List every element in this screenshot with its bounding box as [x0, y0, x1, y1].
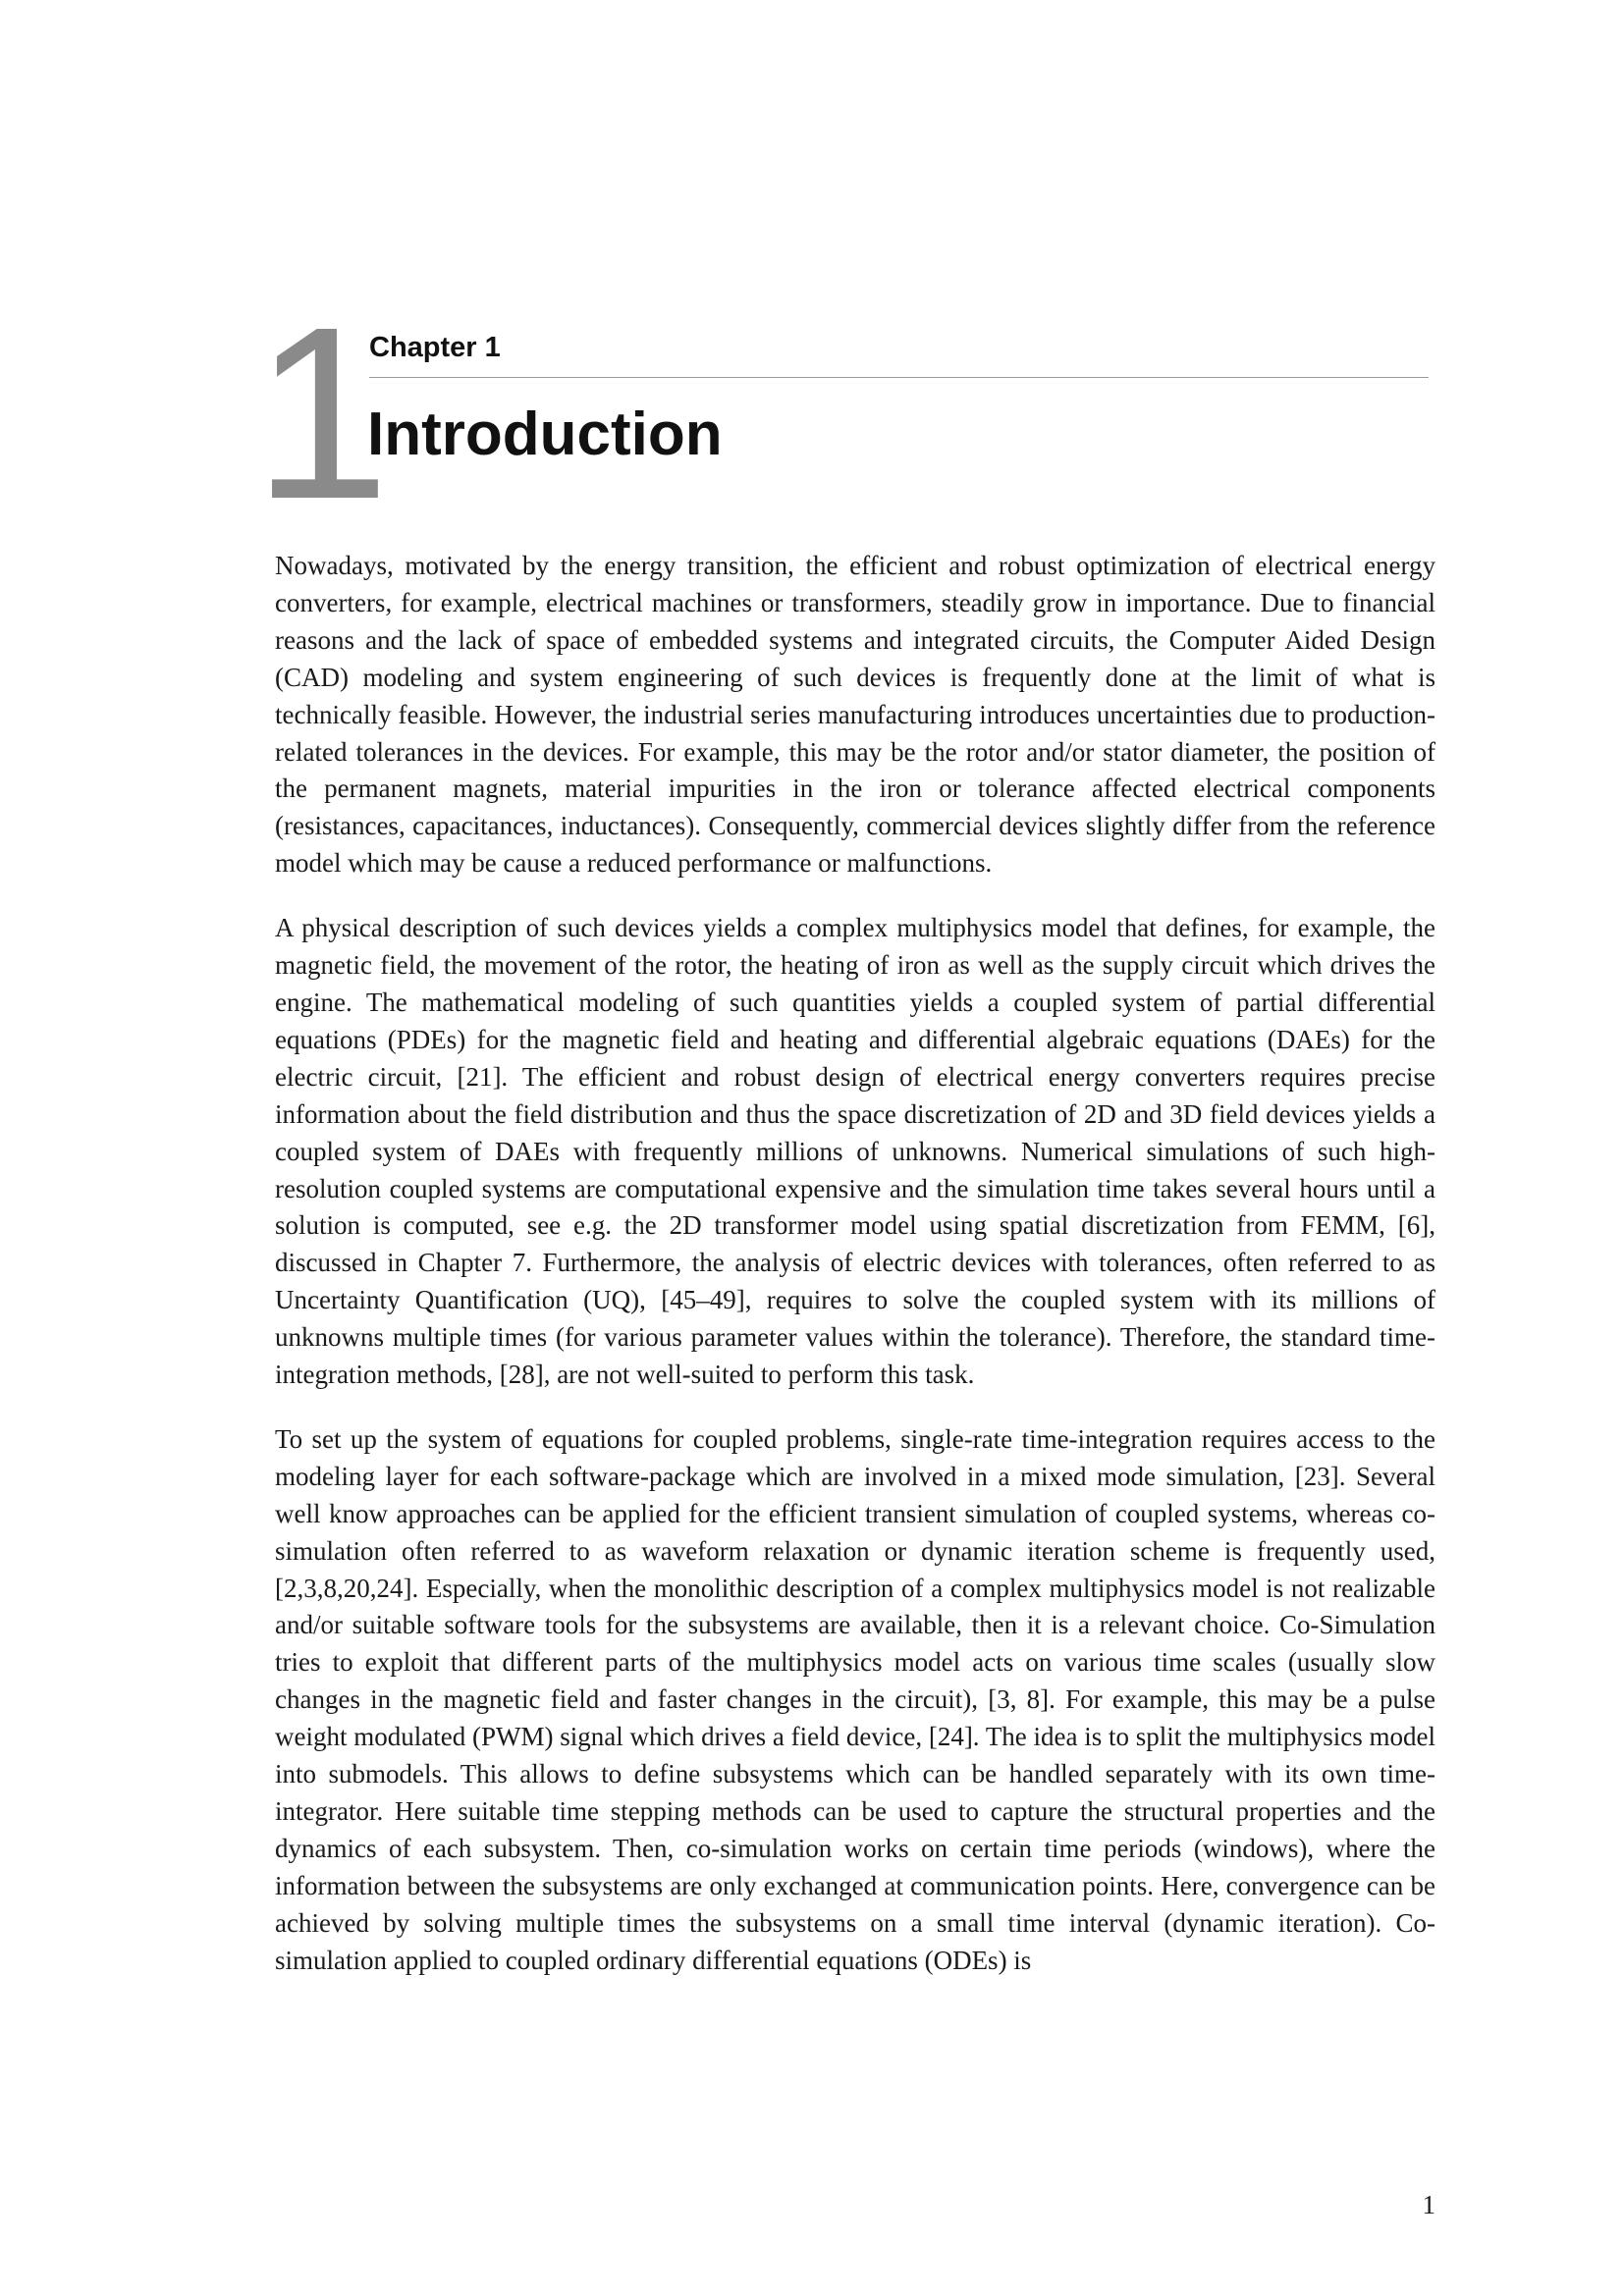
- paragraph-3: To set up the system of equations for coupled problems, single-rate time-integration requires access to the modeling layer for each software-package which are involved in a mixed mode simulation, [23]. Several well know approaches can be applied for the efficient transient simulation of coupled systems, whereas co-simulation often referred to as waveform relaxation or dynamic iteration scheme is frequently used, [2,3,8,20,24]. Especially, when the monolithic description of a complex multiphysics model is not realizable and/or suitable software tools for the subsystems are available, then it is a relevant choice. Co-Simulation tries to exploit that different parts of the multiphysics model acts on various time scales (usually slow changes in the magnetic field and faster changes in the circuit), [3, 8]. For example, this may be a pulse weight modulated (PWM) signal which drives a field device, [24]. The idea is to split the multiphysics model into submodels. This allows to define subsystems which can be handled separately with its own time-integrator. Here suitable time stepping methods can be used to capture the structural properties and the dynamics of each subsystem. Then, co-simulation works on certain time periods (windows), where the information between the subsystems are only exchanged at communication points. Here, convergence can be achieved by solving multiple times the subsystems on a small time interval (dynamic iteration). Co-simulation applied to coupled ordinary differential equations (ODEs) is: [275, 1423, 1436, 1975]
- chapter-divider: [369, 377, 1429, 378]
- paragraph-2: A physical description of such devices yields a complex multiphysics model that defines, for example, the magnetic field, the movement of the rotor, the heating of iron as well as the supply circuit which drives the engine. The mathematical modeling of such quantities yields a coupled system of partial differential equations (PDEs) for the magnetic field and heating and differential algebraic equations (DAEs) for the electric circuit, [21]. The efficient and robust design of electrical energy converters requires precise information about the field distribution and thus the space discretization of 2D and 3D field devices yields a coupled system of DAEs with frequently millions of unknowns. Numerical simulations of such high-resolution coupled systems are computational expensive and the simulation time takes several hours until a solution is computed, see e.g. the 2D transformer model using spatial discretization from FEMM, [6], discussed in Chapter 7. Furthermore, the analysis of electric devices with tolerances, often referred to as Uncertainty Quantification (UQ), [45–49], requires to solve the coupled system with its millions of unknowns multiple times (for various parameter values within the tolerance). Therefore, the standard time-integration methods, [28], are not well-suited to perform this task.: [275, 913, 1435, 1390]
- body-text: [275, 548, 1435, 2007]
- paragraph-1: Nowadays, motivated by the energy transition, the efficient and robust optimization of electrical energy converters, for example, electrical machines or transformers, steadily grow in importance. Due to financial reasons and the lack of space of embedded systems and integrated circuits, the Computer Aided Design (CAD) modeling and system engineering of such devices is frequently done at the limit of what is technically feasible. However, the industrial series manufacturing introduces uncertainties due to production-related tolerances in the devices. For example, this may be the rotor and/or stator diameter, the position of the permanent magnets, material impurities in the iron or tolerance affected electrical components (resistances, capacitances, inductances). Consequently, commercial devices slightly differ from the reference model which may be cause a reduced performance or malfunctions.: [275, 551, 1435, 879]
- chapter-number: 1: [253, 276, 387, 550]
- page-number: 1: [1422, 2190, 1435, 2219]
- chapter-title: Introduction: [367, 400, 723, 468]
- chapter-label: Chapter 1: [369, 332, 501, 363]
